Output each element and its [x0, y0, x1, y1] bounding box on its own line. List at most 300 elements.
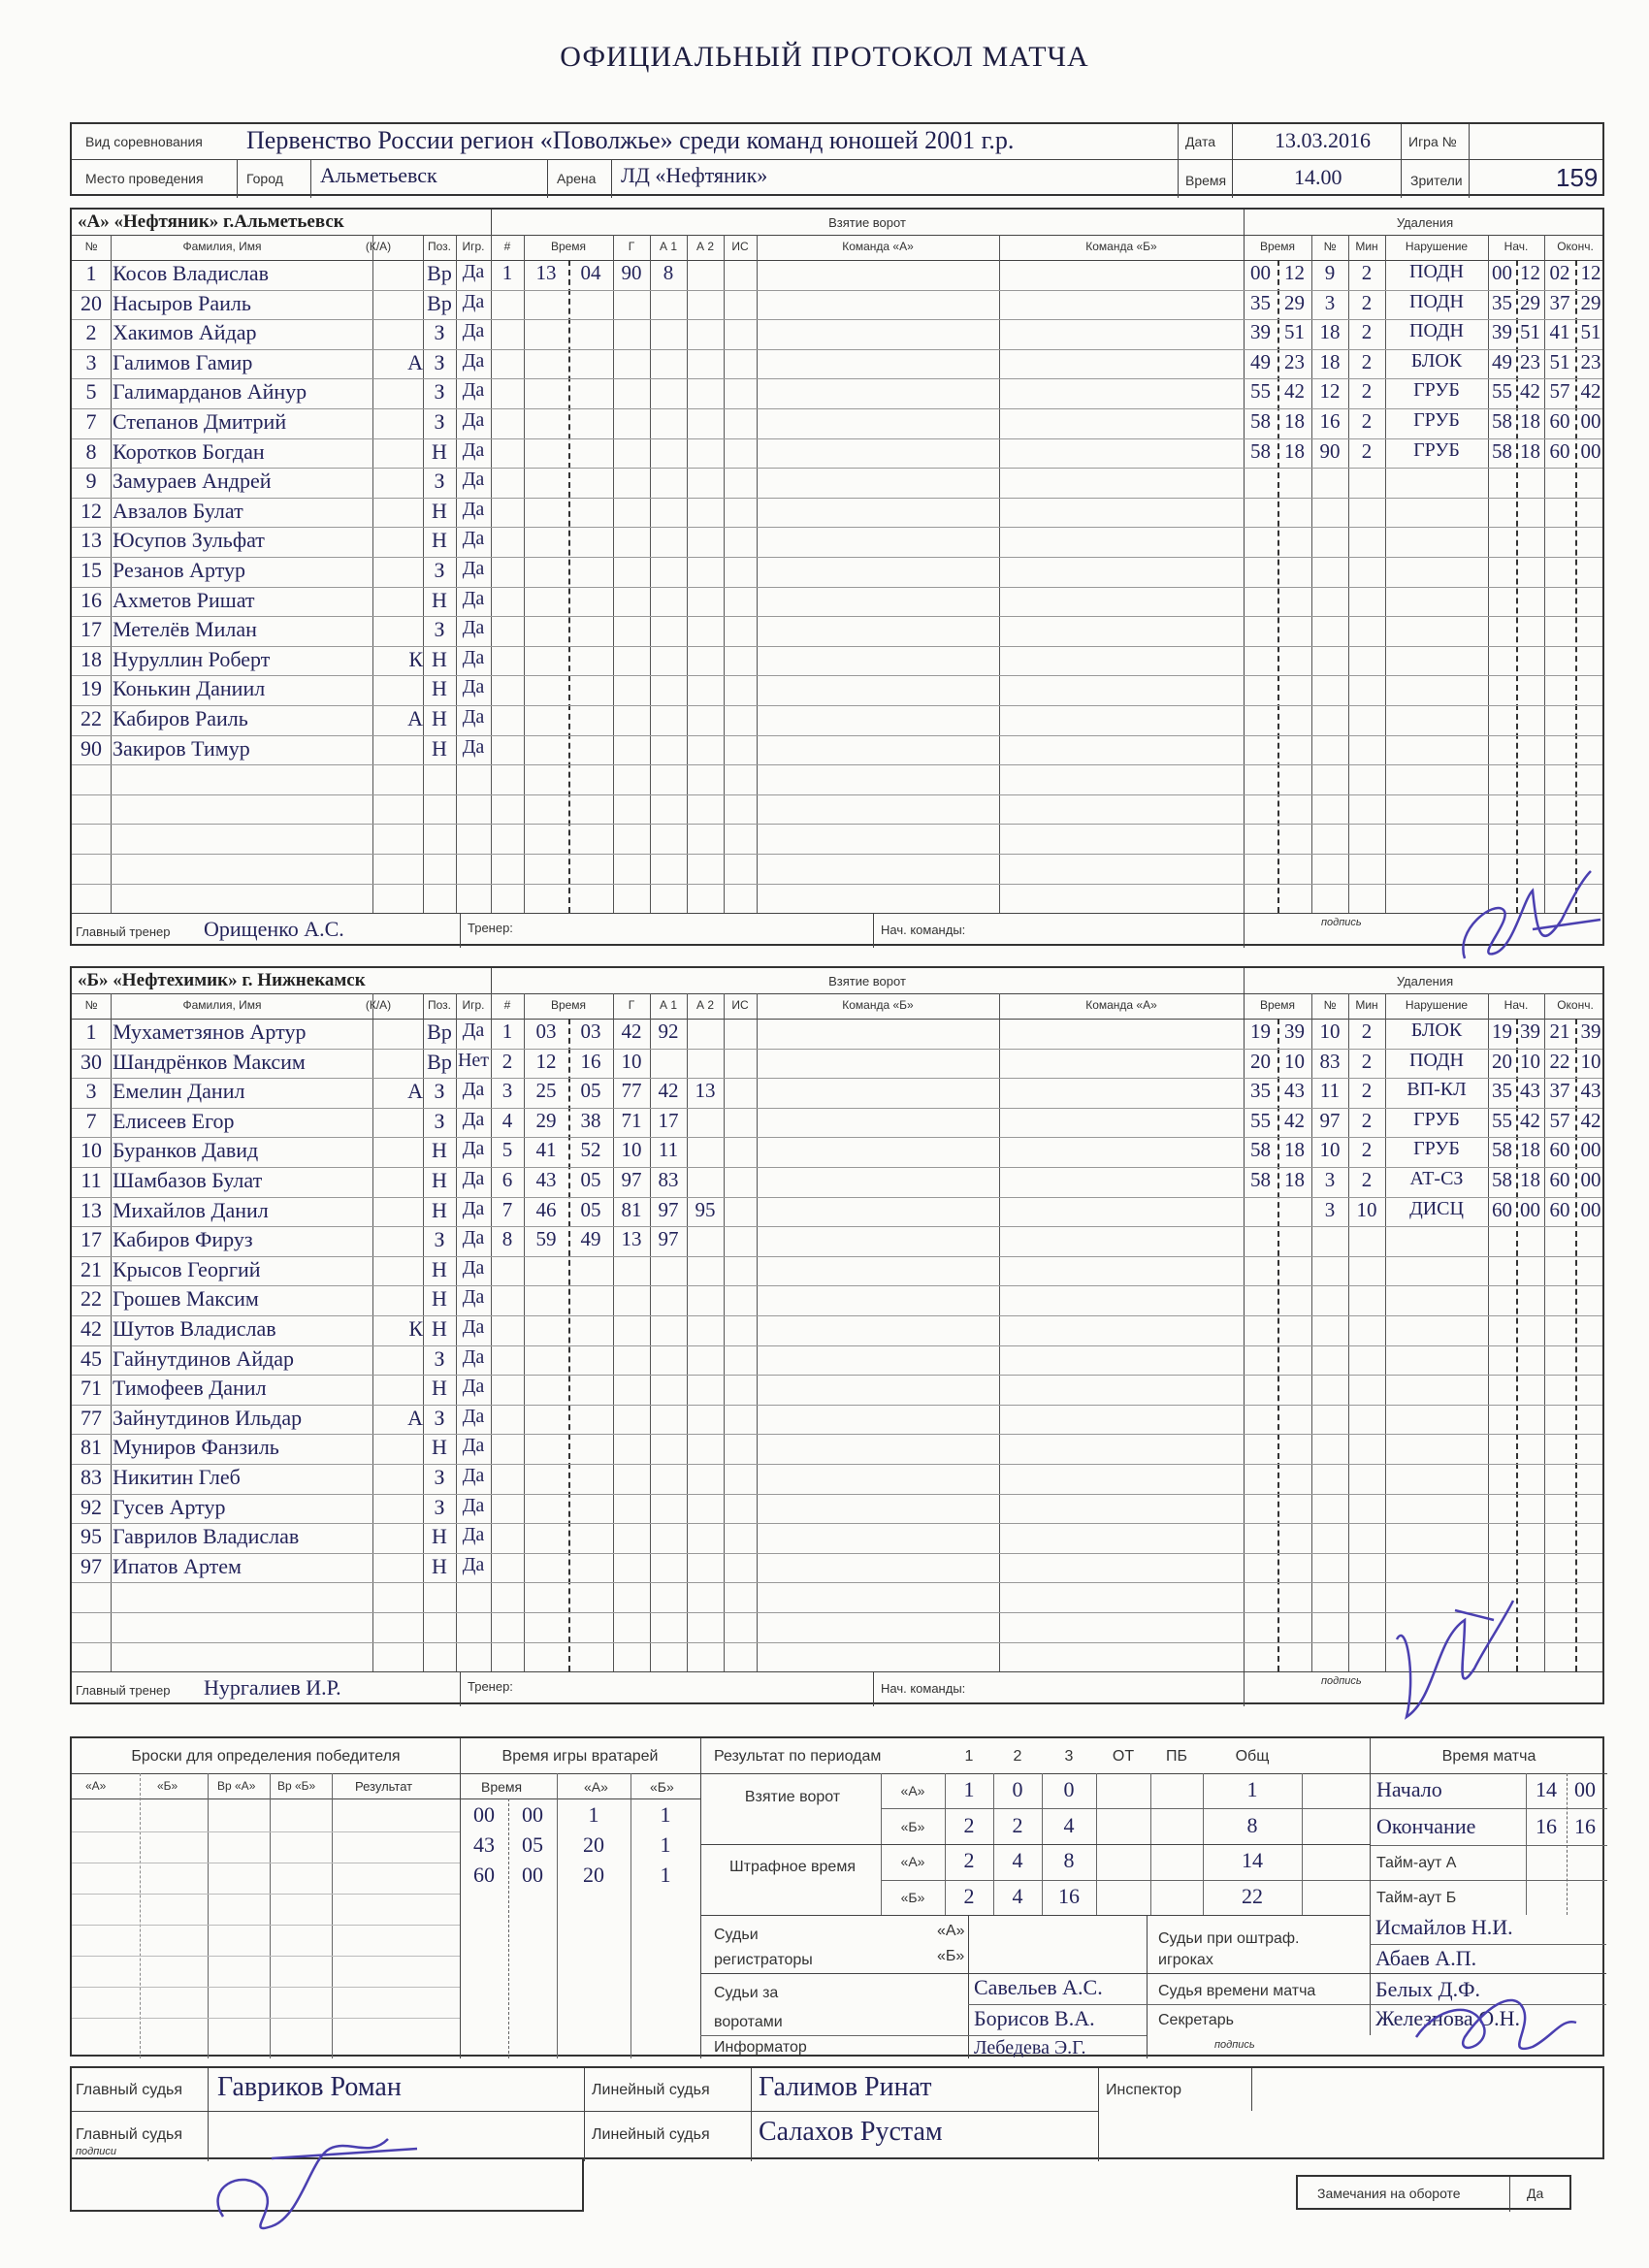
player-name: Резанов Артур: [113, 558, 246, 582]
penalty-start-min: 55: [1492, 379, 1512, 404]
player-name: Грошев Максим: [113, 1286, 259, 1312]
player-position: З: [434, 379, 445, 405]
period-col-0: 1: [964, 1748, 974, 1765]
player-name: Буранков Давид: [113, 1138, 259, 1163]
registrar-b-label: «Б»: [937, 1948, 965, 1964]
player-name: Галимов Гамир: [113, 349, 253, 374]
goalie-row: [460, 1832, 700, 1862]
player-row: [72, 1434, 491, 1464]
goal-minute: 46: [535, 1197, 557, 1221]
penalty-start-sec: 39: [1520, 1020, 1540, 1043]
player-position: Н: [432, 528, 447, 553]
col-header-p-min: Мин: [1355, 998, 1378, 1012]
goal-second: 16: [580, 1049, 601, 1073]
goal-row: [491, 1434, 757, 1464]
penalty-row: [1244, 1494, 1606, 1524]
col-header-p-no: №: [1323, 998, 1337, 1012]
player-position: Н: [432, 735, 447, 761]
col-header-no: №: [84, 240, 98, 253]
goal-row: [491, 1612, 757, 1642]
player-played: Да: [462, 1435, 485, 1457]
penalty-player: 90: [1319, 438, 1341, 463]
penalty-row: [1244, 794, 1606, 825]
penalty-minute: 58: [1250, 409, 1271, 433]
penalty-minutes: 10: [1356, 1197, 1377, 1221]
penalty-row: [1244, 675, 1606, 705]
game-number-label: Игра №: [1408, 134, 1457, 149]
player-role: К: [408, 1316, 423, 1341]
player-position: Н: [432, 587, 447, 612]
linesman-2: Салахов Рустам: [759, 2117, 943, 2147]
goal-assist-2: 13: [695, 1079, 716, 1103]
competition-value: Первенство России регион «Поволжье» среди команд юношей 2001 г.р.: [246, 126, 1015, 154]
remarks-label: Замечания на обороте: [1317, 2186, 1461, 2201]
period-value-p1: 2: [963, 1848, 975, 1872]
penalty-start-sec: 43: [1520, 1079, 1540, 1103]
linesman-label-2: Линейный судья: [592, 2126, 710, 2143]
goal-row: [491, 1049, 757, 1079]
penalty-minutes: 2: [1361, 261, 1373, 284]
col-header-g-is: ИС: [731, 998, 749, 1012]
penalty-start-min: 58: [1492, 1168, 1512, 1191]
player-row: [72, 1464, 491, 1494]
player-row: [72, 824, 491, 854]
penalty-end-sec: 10: [1580, 1049, 1601, 1073]
penalty-end-min: 22: [1549, 1049, 1570, 1073]
player-position: Н: [432, 1316, 447, 1341]
player-position: Н: [432, 498, 447, 523]
player-name: Тимофеев Данил: [113, 1376, 267, 1401]
player-position: Н: [432, 1376, 447, 1401]
match-start-label: Начало: [1376, 1777, 1442, 1801]
goal-assist-1: 11: [658, 1138, 679, 1162]
penalty-infraction: ПОДН: [1409, 290, 1464, 312]
player-name: Муниров Фанзиль: [113, 1435, 279, 1460]
penalty-row: [1244, 1078, 1606, 1108]
goalie-col-b: «Б»: [650, 1779, 674, 1795]
player-played: Да: [462, 646, 485, 668]
penalty-second: 42: [1284, 379, 1305, 404]
goal-second: 05: [580, 1197, 601, 1221]
player-name: Мухаметзянов Артур: [113, 1020, 307, 1044]
time-value: 14.00: [1294, 165, 1342, 189]
goal-row: [491, 824, 757, 854]
player-position: З: [434, 409, 445, 434]
penalty-second: 18: [1284, 409, 1305, 433]
penalty-infraction: ГРУБ: [1413, 1108, 1460, 1130]
penalty-row: [1244, 735, 1606, 765]
penalty-second: 42: [1284, 1108, 1305, 1132]
penalty-second: 23: [1284, 349, 1305, 373]
player-row: [72, 378, 491, 408]
player-played: Да: [462, 676, 485, 698]
penalty-judges-label: Судьи при оштраф. игроках: [1158, 1930, 1300, 1968]
player-played: Да: [462, 1108, 485, 1130]
goal-row: [491, 1494, 757, 1524]
penalty-end-min: 41: [1549, 320, 1570, 344]
goal-row: [491, 616, 757, 646]
period-row: [881, 1882, 1370, 1915]
timekeeper-label: Судья времени матча: [1158, 1983, 1316, 1999]
goal-row: [491, 527, 757, 557]
penalty-row: [1244, 1375, 1606, 1405]
penalty-end-min: 60: [1549, 1138, 1570, 1162]
match-start-minute: 00: [1574, 1777, 1596, 1801]
sign-label: подпись: [1321, 917, 1362, 929]
penalty-player: 3: [1324, 1168, 1336, 1191]
player-row: [72, 1285, 491, 1315]
period-team: «А»: [900, 1854, 925, 1869]
player-row: [72, 1078, 491, 1108]
penalty-row: [1244, 824, 1606, 854]
period-col-3: ОТ: [1112, 1748, 1135, 1765]
player-position: Н: [432, 1197, 447, 1222]
penalty-end-sec: 29: [1580, 290, 1601, 314]
goalie-a: 20: [583, 1832, 604, 1857]
period-value-p3: 4: [1063, 1812, 1075, 1837]
goal-row: [491, 468, 757, 498]
match-end-hour: 16: [1536, 1814, 1557, 1838]
penalty-end-min: 21: [1549, 1020, 1570, 1043]
remarks-box: [1296, 2175, 1571, 2210]
penalty-row: [1244, 290, 1606, 320]
col-header-g-g: Г: [628, 240, 635, 253]
penalty-infraction: ГРУБ: [1413, 379, 1460, 402]
col-header-name: Фамилия, Имя: [182, 998, 262, 1012]
penalty-minute: 35: [1250, 290, 1271, 314]
player-played: Да: [462, 379, 485, 402]
spectators-value: 159: [1556, 163, 1599, 192]
goal-row: [491, 1405, 757, 1435]
player-position: З: [434, 617, 445, 642]
penalty-minutes: 2: [1361, 1168, 1373, 1191]
player-row: [72, 1375, 491, 1405]
goal-second: 04: [580, 261, 601, 284]
goalie-b: 1: [660, 1863, 671, 1887]
period-value-p1: 2: [963, 1883, 975, 1908]
player-number: 17: [81, 1227, 102, 1252]
summary-block: [70, 1736, 1604, 2057]
penalty-infraction: ГРУБ: [1413, 409, 1460, 431]
goal-row: [491, 1197, 757, 1227]
goal-row: [491, 1315, 757, 1345]
goal-scorer: 10: [621, 1049, 642, 1073]
player-row: [72, 1582, 491, 1612]
penalty-start-sec: 51: [1520, 320, 1540, 344]
player-number: 22: [81, 706, 102, 730]
penalty-infraction: ГРУБ: [1413, 1138, 1460, 1160]
player-played: Да: [462, 1256, 485, 1279]
goal-row: [491, 349, 757, 379]
goalie-row: [460, 1863, 700, 1892]
penalty-end-sec: 42: [1580, 379, 1601, 404]
penalty-minutes: 2: [1361, 409, 1373, 433]
player-row: [72, 1523, 491, 1553]
player-played: Да: [462, 320, 485, 342]
col-header-p-time: Время: [1259, 998, 1296, 1012]
remarks-value: Да: [1527, 2186, 1544, 2201]
goal-row: [491, 1019, 757, 1049]
penalty-end-min: 51: [1549, 349, 1570, 373]
timekeeper-value: Белых Д.Ф.: [1375, 1977, 1481, 2001]
sign-label: подпись: [1321, 1675, 1362, 1688]
penalty-row: [1244, 1167, 1606, 1197]
player-played: Да: [462, 438, 485, 461]
main-referee-1: Гавриков Роман: [217, 2072, 402, 2102]
col-header-p-inf: Нарушение: [1405, 240, 1469, 253]
penalty-start-sec: 29: [1520, 290, 1540, 314]
penalty-row: [1244, 260, 1606, 290]
goal-row: [491, 735, 757, 765]
penalty-row: [1244, 1137, 1606, 1167]
col-header-g-a2: А 2: [695, 240, 714, 253]
penalty-end-min: 57: [1549, 379, 1570, 404]
referee-signature: [184, 2100, 427, 2246]
col-header-p-time: Время: [1259, 240, 1296, 253]
team-chief-label: Нач. команды:: [881, 1681, 966, 1697]
period-row: [881, 1775, 1370, 1808]
player-position: Вр: [427, 1020, 452, 1044]
player-name: Нуруллин Роберт: [113, 646, 271, 671]
penalty-start-sec: 18: [1520, 1168, 1540, 1191]
player-played: Да: [462, 706, 485, 728]
player-played: Да: [462, 290, 485, 312]
player-name: Хакимов Айдар: [113, 320, 257, 345]
player-position: Н: [432, 1435, 447, 1460]
match-end-minute: 16: [1574, 1814, 1596, 1838]
goal-judges-label: Судьи за воротами: [714, 1985, 783, 2030]
player-played: Да: [462, 587, 485, 609]
player-played: Да: [462, 1524, 485, 1546]
goalie-second: 00: [522, 1863, 543, 1887]
penalty-infraction: ПОДН: [1409, 261, 1464, 282]
penalty-minute: 58: [1250, 438, 1271, 463]
player-number: 19: [81, 676, 102, 701]
penalty-start-min: 55: [1492, 1108, 1512, 1132]
team-title: «Б» «Нефтехимик» г. Нижнекамск: [78, 970, 366, 990]
goal-assist-1: 42: [658, 1079, 679, 1103]
player-played: Да: [462, 1345, 485, 1368]
col-header-ka: (К/А): [365, 240, 392, 253]
col-header-no: №: [84, 998, 98, 1012]
penalty-row: [1244, 349, 1606, 379]
player-row: [72, 1019, 491, 1049]
penalty-player: 12: [1319, 379, 1341, 404]
player-name: Насыров Раиль: [113, 290, 251, 315]
goal-row: [491, 1137, 757, 1167]
goal-row: [491, 1078, 757, 1108]
penalty-minutes: 2: [1361, 320, 1373, 344]
col-header-p-inf: Нарушение: [1405, 998, 1469, 1012]
period-value-total: 8: [1246, 1812, 1258, 1837]
goal-row: [491, 260, 757, 290]
period-value-total: 22: [1242, 1883, 1263, 1908]
player-role: А: [407, 706, 423, 730]
period-team: «А»: [900, 1783, 925, 1798]
col-header-g-a1: А 1: [659, 998, 677, 1012]
match-time-title: Время матча: [1441, 1748, 1536, 1765]
col-header-played: Игр.: [462, 998, 485, 1012]
player-number: 42: [81, 1316, 102, 1341]
goal-second: 49: [580, 1227, 601, 1251]
penalty-start-min: 60: [1492, 1197, 1512, 1221]
goal-second: 38: [580, 1108, 601, 1132]
goal-row: [491, 1464, 757, 1494]
page-title: ОФИЦИАЛЬНЫЙ ПРОТОКОЛ МАТЧА: [560, 41, 1089, 73]
col-header-g-is: ИС: [731, 240, 749, 253]
penalty-start-min: 58: [1492, 438, 1512, 463]
player-name: Конькин Даниил: [113, 676, 266, 701]
player-played: Да: [462, 617, 485, 639]
goal-minute: 29: [535, 1108, 557, 1132]
player-row: [72, 1553, 491, 1583]
penalty-row: [1244, 1523, 1606, 1553]
player-position: З: [434, 349, 445, 374]
col-header-p-end: Оконч.: [1557, 998, 1594, 1012]
period-col-4: ПБ: [1166, 1748, 1187, 1765]
penalty-minute: 20: [1250, 1049, 1271, 1073]
col-header-p-start: Нач.: [1504, 240, 1529, 253]
penalty-start-min: 00: [1492, 261, 1512, 284]
trainer-label: Тренер:: [468, 1679, 513, 1695]
penalty-second: 39: [1284, 1020, 1305, 1043]
player-name: Гайнутдинов Айдар: [113, 1345, 295, 1371]
penalty-start-sec: 23: [1520, 349, 1540, 373]
player-position: Н: [432, 1138, 447, 1163]
goal-row: [491, 290, 757, 320]
player-played: Да: [462, 409, 485, 431]
col-header-p-end: Оконч.: [1557, 240, 1594, 253]
player-name: Михайлов Данил: [113, 1197, 269, 1222]
main-referee-label-1: Главный судья: [76, 2082, 183, 2098]
shootout-col-result: Результат: [355, 1779, 413, 1794]
player-played: Да: [462, 1376, 485, 1398]
penalty-minute: 39: [1250, 320, 1271, 344]
col-header-played: Игр.: [462, 240, 485, 253]
arena-label: Арена: [557, 171, 597, 186]
player-row: [72, 1315, 491, 1345]
player-number: 16: [81, 587, 102, 612]
penalty-row: [1244, 1226, 1606, 1256]
player-row: [72, 1167, 491, 1197]
player-number: 22: [81, 1286, 102, 1312]
penalty-second: 12: [1284, 261, 1305, 284]
penalty-start-sec: 42: [1520, 379, 1540, 404]
penalty-minute: 00: [1250, 261, 1271, 284]
periods-title: Результат по периодам: [714, 1748, 882, 1765]
penalty-second: 29: [1284, 290, 1305, 314]
penalty-row: [1244, 705, 1606, 735]
penalty-infraction: БЛОК: [1410, 349, 1463, 372]
penalty-start-min: 58: [1492, 1138, 1512, 1162]
goalie-b: 1: [660, 1802, 671, 1827]
penalty-start-min: 49: [1492, 349, 1512, 373]
player-number: 17: [81, 617, 102, 642]
period-col-5: Общ: [1235, 1748, 1270, 1765]
goal-judge-2: Борисов В.А.: [974, 2006, 1095, 2030]
penalty-judge-1: Исмайлов Н.И.: [1375, 1915, 1513, 1939]
spectators-label: Зрители: [1410, 173, 1463, 188]
coach-name: Нургалиев И.Р.: [204, 1675, 341, 1701]
goal-minute: 13: [535, 261, 557, 284]
penalty-start-min: 19: [1492, 1020, 1512, 1043]
penalty-player: 9: [1324, 261, 1336, 284]
penalty-row: [1244, 1019, 1606, 1049]
penalty-row: [1244, 1285, 1606, 1315]
goal-row: [491, 1523, 757, 1553]
goal-scorer: 13: [621, 1227, 642, 1251]
shootout-col-gk-a: Вр «А»: [217, 1779, 256, 1793]
goals-row-label: Взятие ворот: [744, 1789, 841, 1805]
player-role: А: [407, 1405, 423, 1430]
player-number: 45: [81, 1345, 102, 1371]
period-team: «Б»: [900, 1818, 925, 1834]
penalty-second: 18: [1284, 438, 1305, 463]
period-value-p3: 16: [1058, 1883, 1080, 1908]
goalie-col-a: «А»: [584, 1779, 608, 1795]
shootout-col-b: «Б»: [157, 1779, 178, 1793]
penalty-minutes: 2: [1361, 1049, 1373, 1073]
player-name: Юсупов Зульфат: [113, 528, 265, 553]
player-number: 13: [81, 1197, 102, 1222]
player-number: 7: [85, 409, 97, 434]
player-name: Шандрёнков Максим: [113, 1049, 306, 1074]
registrar-a-label: «А»: [937, 1923, 965, 1939]
penalty-start-min: 20: [1492, 1049, 1512, 1073]
player-played: Да: [462, 1079, 485, 1101]
penalty-start-min: 58: [1492, 409, 1512, 433]
player-played: Да: [462, 1405, 485, 1427]
player-row: [72, 408, 491, 438]
goal-row: [491, 764, 757, 794]
goalie-second: 00: [522, 1802, 543, 1827]
player-played: Да: [462, 498, 485, 520]
player-played: Да: [462, 558, 485, 579]
period-value-p1: 1: [963, 1777, 975, 1801]
goal-number: 2: [501, 1049, 513, 1073]
penalty-start-min: 39: [1492, 320, 1512, 344]
player-number: 7: [85, 1108, 97, 1133]
player-name: Кабиров Фируз: [113, 1227, 253, 1252]
player-number: 11: [81, 1168, 102, 1192]
goal-number: 6: [501, 1168, 513, 1191]
penalty-row: [1244, 1405, 1606, 1435]
player-played: Да: [462, 1316, 485, 1338]
player-position: З: [434, 1079, 445, 1104]
player-position: Н: [432, 1286, 447, 1312]
goal-row: [491, 557, 757, 587]
penalty-row: [1244, 1256, 1606, 1286]
period-value-p3: 0: [1063, 1777, 1075, 1801]
player-name: Зайнутдинов Ильдар: [113, 1405, 303, 1430]
venue-label: Место проведения: [85, 171, 204, 186]
team-table: [70, 208, 1604, 946]
player-played: Да: [462, 1197, 485, 1219]
goal-assist-1: 83: [658, 1168, 679, 1191]
player-position: Н: [432, 1524, 447, 1549]
main-referee-label-2: Главный судья: [76, 2126, 183, 2143]
penalty-second: 18: [1284, 1138, 1305, 1162]
goal-number: 3: [501, 1079, 513, 1103]
penalty-end-sec: 00: [1580, 438, 1601, 463]
penalty-end-sec: 00: [1580, 1168, 1601, 1191]
goal-minute: 12: [535, 1049, 557, 1073]
timeout-a-label: Тайм-аут А: [1376, 1855, 1457, 1871]
period-value-p2: 4: [1012, 1883, 1023, 1908]
goalie-minute: 43: [473, 1832, 495, 1857]
player-number: 5: [85, 379, 97, 405]
player-name: Ахметов Ришат: [113, 587, 255, 612]
